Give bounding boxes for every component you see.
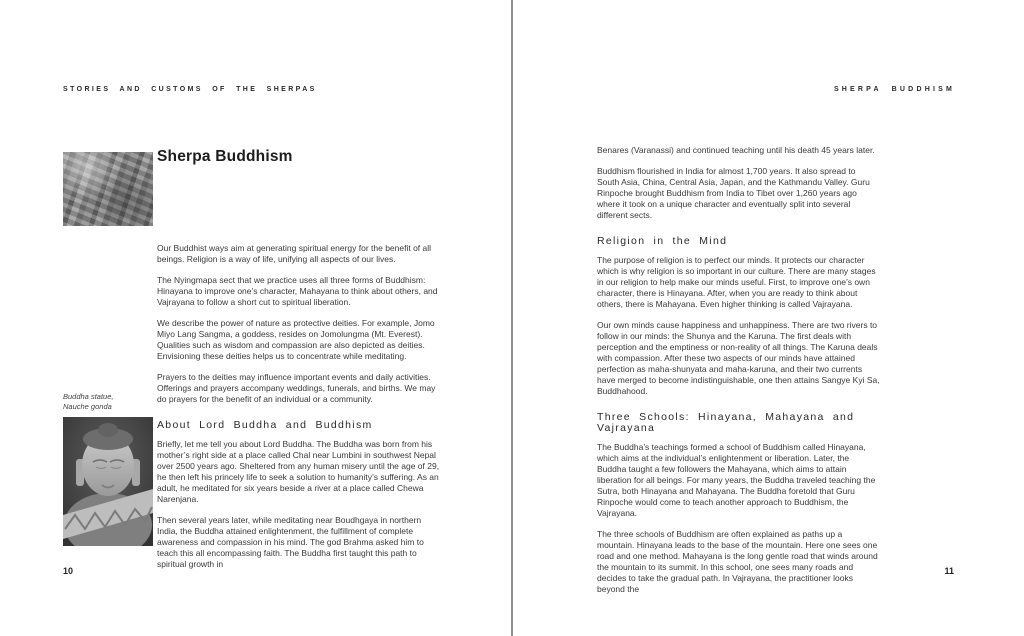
paragraph: The Buddha’s teachings formed a school of Buddhism called Hinayana, which aims at the individual’s enlightenment or liberation. Later, the Buddha taught a few followers the Mahayana, which aims to attain liberation for all beings. For many years, the Buddha traveled teaching the Sutra, both Hinayana and Mahayana. The Buddha foretold that Guru Rinpoche would come to teach another approach to Buddhism, the Vajrayana.	[597, 442, 876, 518]
running-header-right: SHERPA BUDDHISM	[833, 86, 955, 93]
figure-caption-line: Buddha statue,	[63, 392, 114, 401]
section-heading-about-lord-buddha: About Lord Buddha and Buddhism	[157, 419, 373, 431]
page-number-right: 11	[944, 566, 954, 576]
page-gutter-divider	[511, 0, 513, 636]
paragraph: The three schools of Buddhism are often explained as paths up a mountain. Hinayana leads to the base of the mountain. Here one sees one road and one method. Mahayana is the long gentle road that winds around the mountain to its summit. In this school, one sees many roads and decides to take the gradual path. In Vajrayana, the practitioner looks beyond the	[597, 529, 878, 594]
buddha-statue-illustration	[63, 417, 153, 546]
section-heading-three-schools: Three Schools: Hinayana, Mahayana and Vajrayana	[597, 411, 855, 434]
page-number-left: 10	[63, 566, 74, 576]
paragraph: Our own minds cause happiness and unhappiness. There are two rivers to follow in our minds: the Shunya and the Karuna. The first deals with perception and the emptiness or non-reality of all things. The Karuna deals with compassion. After these two aspects of our minds have attained perfection as maha-shunyata and maha-karuna, and their two currents have merged to become indistinguishable, one then attains Sangye Kyi Sa, Buddhahood.	[597, 320, 880, 396]
buddha-statue-photo	[63, 417, 153, 546]
paragraph: Buddhism flourished in India for almost 1,700 years. It also spread to South Asia, China, Central Asia, Japan, and the Kathmandu Valley. Guru Rinpoche brought Buddhism from India to Tibet over 1,260 years ago where it took on a unique character and eventually split into several different sects.	[597, 166, 870, 220]
paragraph: Our Buddhist ways aim at generating spiritual energy for the benefit of all beings. Religion is a way of life, unifying all aspects of our lives.	[157, 243, 432, 264]
paragraph: Benares (Varanassi) and continued teaching until his death 45 years later.	[597, 145, 875, 155]
paragraph: Briefly, let me tell you about Lord Buddha. The Buddha was born from his mother’s right side at a place called Chal near Lumbini in southwest Nepal over 2500 years ago. Sheltered from any human misery until the age of 29, he then left his princely life to seek a solution to humanity’s suffering. As an adult, he meditated for six years beside a river at a place called Chewa Narenjana.	[157, 439, 440, 504]
left-body-column	[157, 243, 440, 580]
paragraph: The purpose of religion is to perfect our minds. It protects our character which is why religion is so important in our culture. There are many stages in our religion to help make our minds useful. First, to improve one’s own character, there is Hinayana. After, when you are ready to think about others, there is Mahayana. Even higher thinking is called Vajrayana.	[597, 255, 876, 309]
figure-caption	[63, 392, 113, 412]
paragraph: Prayers to the deities may influence important events and daily activities. Offerings and prayers accompany weddings, funerals, and births. We may do prayers for the benefit of an individual or a community.	[157, 372, 436, 404]
stone-carving-photo	[63, 152, 153, 226]
paragraph: The Nyingmapa sect that we practice uses all three forms of Buddhism: Hinayana to improve one’s character, Mahayana to think about others, and Vajrayana to follow a short cut to spiritual liberation.	[157, 275, 438, 307]
right-body-column	[597, 145, 880, 605]
section-heading-religion-in-the-mind: Religion in the Mind	[597, 235, 728, 247]
figure-caption-line: Nauche gonda	[63, 402, 112, 411]
running-header-left: STORIES AND CUSTOMS OF THE SHERPAS	[63, 86, 317, 93]
paragraph: Then several years later, while meditating near Boudhgaya in northern India, the Buddha attained enlightenment, the fulfillment of complete awareness and compassion in his mind. The god Brahma asked him to teach this all encompassing faith. The Buddha first taught this path to spiritual growth in	[157, 515, 424, 569]
paragraph: We describe the power of nature as protective deities. For example, Jomo Miyo Lang Sangma, a goddess, resides on Jomolungma (Mt. Everest). Qualities such as wisdom and compassion are also depicted as deities. Envisioning these deities helps us to concentrate while meditating.	[157, 318, 435, 361]
chapter-title: Sherpa Buddhism	[157, 148, 293, 165]
